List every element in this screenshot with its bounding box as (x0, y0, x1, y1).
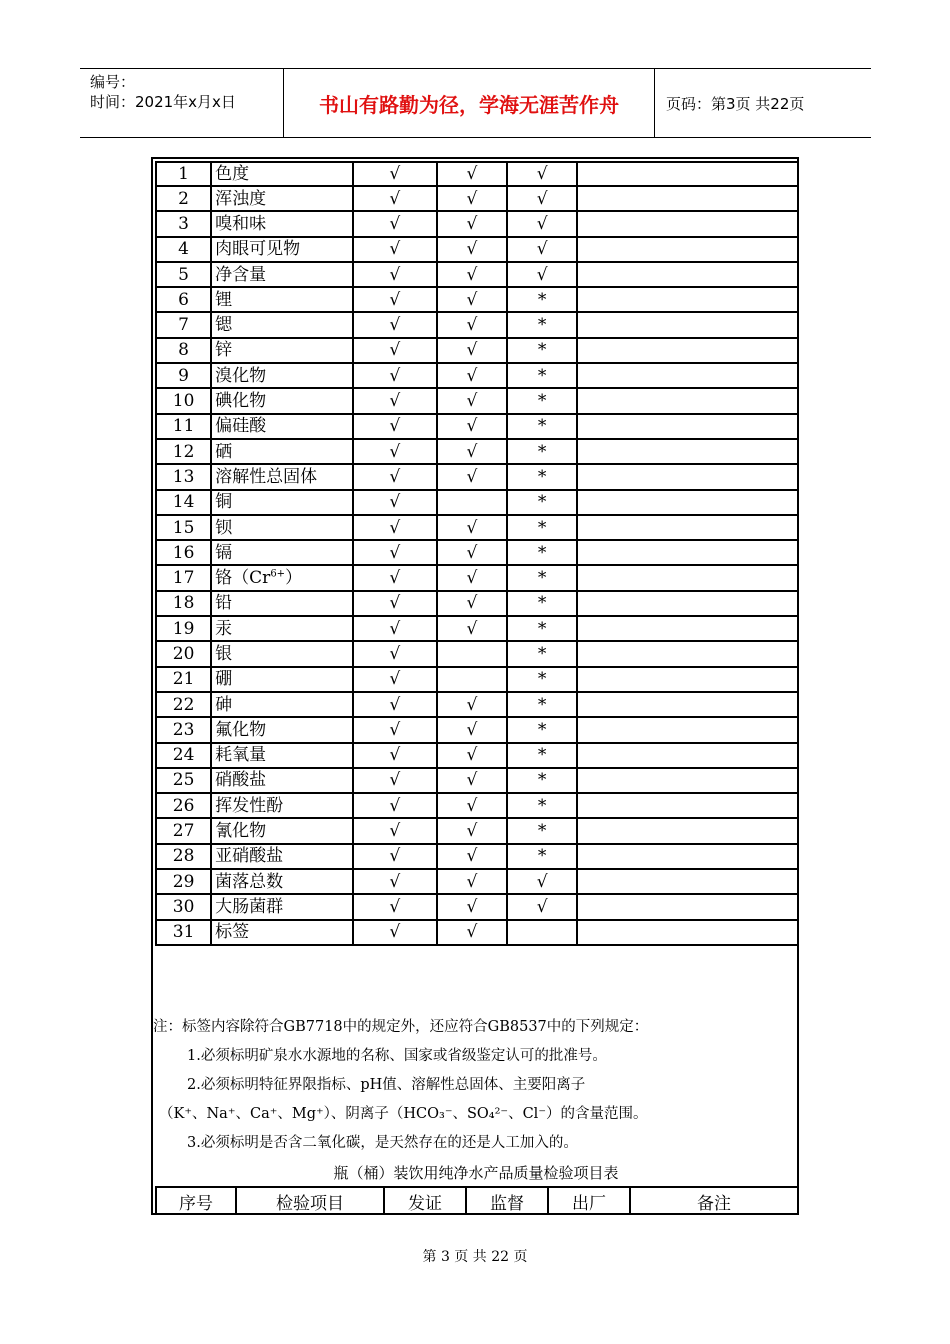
item-name: 银 (212, 642, 353, 667)
check-certification: √ (354, 364, 438, 389)
row-number: 10 (155, 389, 212, 414)
row-number: 9 (155, 364, 212, 389)
row-number: 21 (155, 668, 212, 693)
page-footer: 第 3 页 共 22 页 (422, 1249, 528, 1265)
remark-cell (578, 491, 799, 516)
check-supervision: √ (438, 288, 508, 313)
check-certification: √ (354, 845, 438, 870)
remark-cell (578, 161, 799, 187)
check-certification: √ (354, 566, 438, 591)
check-supervision: √ (438, 895, 508, 920)
item-name: 溶解性总固体 (212, 465, 353, 490)
page-header (80, 68, 871, 138)
table-row (155, 642, 799, 667)
check-certification: √ (354, 718, 438, 743)
check-certification: √ (354, 870, 438, 895)
table-row (155, 161, 799, 187)
row-number: 16 (155, 541, 212, 566)
check-factory: √ (508, 895, 578, 920)
remark-cell (578, 718, 799, 743)
item-name: 钡 (212, 516, 353, 541)
header-info-cell (80, 69, 284, 137)
item-name: 锶 (212, 313, 353, 338)
note-line: 3.必须标明是否含二氧化碳，是天然存在的还是人工加入的。 (187, 1135, 578, 1151)
check-supervision: √ (438, 465, 508, 490)
check-certification: √ (354, 668, 438, 693)
table-row (155, 769, 799, 794)
note-line: 注：标签内容除符合GB7718中的规定外，还应符合GB8537中的下列规定： (153, 1019, 649, 1035)
check-certification: √ (354, 769, 438, 794)
check-factory: * (508, 566, 578, 591)
remark-cell (578, 516, 799, 541)
row-number: 30 (155, 895, 212, 920)
table-row (155, 566, 799, 591)
table-row (155, 364, 799, 389)
remark-cell (578, 263, 799, 288)
row-number: 6 (155, 288, 212, 313)
table-row (155, 339, 799, 364)
item-name-text: 铬（Cr (215, 568, 271, 589)
check-supervision: √ (438, 238, 508, 263)
remark-cell (578, 870, 799, 895)
item-name: 菌落总数 (212, 870, 353, 895)
check-factory: √ (508, 161, 578, 187)
column-header-row (155, 1186, 799, 1214)
check-certification: √ (354, 389, 438, 414)
table-row (155, 718, 799, 743)
check-certification: √ (354, 415, 438, 440)
check-factory: * (508, 313, 578, 338)
remark-cell (578, 921, 799, 946)
check-factory: * (508, 769, 578, 794)
remark-cell (578, 465, 799, 490)
column-header: 监督 (467, 1186, 549, 1214)
remark-cell (578, 389, 799, 414)
row-number: 28 (155, 845, 212, 870)
check-certification: √ (354, 921, 438, 946)
table-row (155, 541, 799, 566)
remark-cell (578, 642, 799, 667)
notes-block (153, 1013, 793, 1158)
check-supervision: √ (438, 187, 508, 212)
table-row (155, 592, 799, 617)
header-motto: 书山有路勤为径，学海无涯苦作舟 (284, 69, 655, 137)
row-number: 20 (155, 642, 212, 667)
table-row (155, 238, 799, 263)
check-factory: * (508, 794, 578, 819)
check-certification: √ (354, 465, 438, 490)
row-number: 24 (155, 744, 212, 769)
check-factory: * (508, 617, 578, 642)
check-supervision: √ (438, 415, 508, 440)
table-row (155, 668, 799, 693)
check-factory: √ (508, 187, 578, 212)
item-name: 碘化物 (212, 389, 353, 414)
check-supervision: √ (438, 794, 508, 819)
check-supervision: √ (438, 313, 508, 338)
table-row (155, 389, 799, 414)
remark-cell (578, 845, 799, 870)
check-supervision: √ (438, 440, 508, 465)
check-supervision: √ (438, 921, 508, 946)
row-number: 8 (155, 339, 212, 364)
row-number: 29 (155, 870, 212, 895)
item-name: 硼 (212, 668, 353, 693)
row-number: 14 (155, 491, 212, 516)
check-certification: √ (354, 541, 438, 566)
remark-cell (578, 895, 799, 920)
time-label: 时间：2021年x月x日 (90, 93, 236, 111)
check-certification: √ (354, 642, 438, 667)
check-supervision: √ (438, 364, 508, 389)
check-certification: √ (354, 617, 438, 642)
check-factory: * (508, 718, 578, 743)
check-factory: * (508, 516, 578, 541)
check-factory: * (508, 415, 578, 440)
row-number: 4 (155, 238, 212, 263)
item-name: 镉 (212, 541, 353, 566)
check-factory: √ (508, 238, 578, 263)
check-certification: √ (354, 161, 438, 187)
item-name: 肉眼可见物 (212, 238, 353, 263)
check-supervision: √ (438, 389, 508, 414)
item-name: 汞 (212, 617, 353, 642)
check-factory: * (508, 364, 578, 389)
check-supervision: √ (438, 819, 508, 844)
remark-cell (578, 617, 799, 642)
check-supervision: √ (438, 718, 508, 743)
check-factory: * (508, 389, 578, 414)
check-factory: * (508, 845, 578, 870)
check-supervision (438, 491, 508, 516)
table-row (155, 263, 799, 288)
number-label: 编号： (90, 73, 136, 91)
table-row (155, 516, 799, 541)
check-factory: √ (508, 212, 578, 237)
check-factory: * (508, 819, 578, 844)
remark-cell (578, 566, 799, 591)
check-factory: * (508, 592, 578, 617)
item-name: 氟化物 (212, 718, 353, 743)
item-name: 亚硝酸盐 (212, 845, 353, 870)
check-supervision: √ (438, 592, 508, 617)
table-row (155, 465, 799, 490)
item-name: 大肠菌群 (212, 895, 353, 920)
remark-cell (578, 288, 799, 313)
item-name: 铅 (212, 592, 353, 617)
row-number: 31 (155, 921, 212, 946)
remark-cell (578, 364, 799, 389)
table-row (155, 491, 799, 516)
check-supervision: √ (438, 161, 508, 187)
check-supervision: √ (438, 769, 508, 794)
item-name: 浑浊度 (212, 187, 353, 212)
table-row (155, 693, 799, 718)
item-name: 挥发性酚 (212, 794, 353, 819)
note-line: （K⁺、Na⁺、Ca⁺、Mg⁺）、阴离子（HCO₃⁻、SO₄²⁻、Cl⁻）的含量范围。 (159, 1106, 648, 1122)
remark-cell (578, 592, 799, 617)
remark-cell (578, 769, 799, 794)
check-factory (508, 921, 578, 946)
check-certification: √ (354, 693, 438, 718)
row-number: 26 (155, 794, 212, 819)
check-factory: √ (508, 870, 578, 895)
check-certification: √ (354, 313, 438, 338)
item-name: 锂 (212, 288, 353, 313)
remark-cell (578, 819, 799, 844)
table-caption: 瓶（桶）装饮用纯净水产品质量检验项目表 (333, 1164, 619, 1182)
check-factory: * (508, 642, 578, 667)
item-name: 耗氧量 (212, 744, 353, 769)
check-supervision: √ (438, 516, 508, 541)
check-certification: √ (354, 592, 438, 617)
item-name: 嗅和味 (212, 212, 353, 237)
remark-cell (578, 541, 799, 566)
check-factory: * (508, 440, 578, 465)
remark-cell (578, 415, 799, 440)
item-name: 砷 (212, 693, 353, 718)
check-supervision: √ (438, 744, 508, 769)
table-row (155, 617, 799, 642)
item-name: 硝酸盐 (212, 769, 353, 794)
table-row (155, 313, 799, 338)
item-name: 硒 (212, 440, 353, 465)
remark-cell (578, 693, 799, 718)
check-supervision: √ (438, 263, 508, 288)
note-line: 1.必须标明矿泉水水源地的名称、国家或省级鉴定认可的批准号。 (187, 1048, 607, 1064)
item-name: 铜 (212, 491, 353, 516)
column-header: 序号 (155, 1186, 237, 1214)
check-certification: √ (354, 794, 438, 819)
table-row (155, 870, 799, 895)
remark-cell (578, 313, 799, 338)
row-number: 23 (155, 718, 212, 743)
row-number: 13 (155, 465, 212, 490)
check-certification: √ (354, 263, 438, 288)
row-number: 19 (155, 617, 212, 642)
remark-cell (578, 212, 799, 237)
item-superscript: 6+ (270, 568, 286, 580)
row-number: 18 (155, 592, 212, 617)
table-row (155, 415, 799, 440)
check-certification: √ (354, 187, 438, 212)
item-name-end: ） (285, 568, 303, 589)
check-factory: * (508, 465, 578, 490)
check-supervision: √ (438, 617, 508, 642)
check-supervision: √ (438, 212, 508, 237)
table-row (155, 744, 799, 769)
table-row (155, 288, 799, 313)
remark-cell (578, 440, 799, 465)
item-name: 氰化物 (212, 819, 353, 844)
row-number: 11 (155, 415, 212, 440)
check-certification: √ (354, 819, 438, 844)
check-supervision (438, 642, 508, 667)
check-certification: √ (354, 744, 438, 769)
check-certification: √ (354, 491, 438, 516)
check-factory: * (508, 744, 578, 769)
check-factory: * (508, 668, 578, 693)
table-row (155, 921, 799, 946)
row-number: 7 (155, 313, 212, 338)
table-row (155, 212, 799, 237)
check-supervision: √ (438, 541, 508, 566)
row-number: 12 (155, 440, 212, 465)
check-factory: * (508, 693, 578, 718)
note-line: 2.必须标明特征界限指标、pH值、溶解性总固体、主要阳离子 (187, 1077, 586, 1093)
row-number: 5 (155, 263, 212, 288)
column-header: 备注 (631, 1186, 799, 1214)
table-row (155, 794, 799, 819)
header-page-label: 页码：第3页 共22页 (666, 94, 805, 113)
table-row (155, 819, 799, 844)
remark-cell (578, 744, 799, 769)
check-certification: √ (354, 288, 438, 313)
check-certification: √ (354, 212, 438, 237)
table-row (155, 845, 799, 870)
remark-cell (578, 238, 799, 263)
item-name: 锌 (212, 339, 353, 364)
item-name (212, 566, 353, 591)
inspection-table (155, 161, 799, 946)
row-number: 27 (155, 819, 212, 844)
table-row (155, 440, 799, 465)
table-row (155, 895, 799, 920)
check-certification: √ (354, 440, 438, 465)
remark-cell (578, 668, 799, 693)
item-name: 净含量 (212, 263, 353, 288)
check-supervision: √ (438, 693, 508, 718)
check-supervision (438, 668, 508, 693)
column-header: 检验项目 (237, 1186, 385, 1214)
check-supervision: √ (438, 339, 508, 364)
check-factory: * (508, 288, 578, 313)
column-header: 发证 (385, 1186, 467, 1214)
remark-cell (578, 339, 799, 364)
row-number: 2 (155, 187, 212, 212)
item-name: 色度 (212, 161, 353, 187)
remark-cell (578, 187, 799, 212)
row-number: 25 (155, 769, 212, 794)
row-number: 1 (155, 161, 212, 187)
check-certification: √ (354, 238, 438, 263)
table-row (155, 187, 799, 212)
column-header: 出厂 (549, 1186, 631, 1214)
check-certification: √ (354, 895, 438, 920)
check-supervision: √ (438, 870, 508, 895)
item-name: 偏硅酸 (212, 415, 353, 440)
check-factory: √ (508, 263, 578, 288)
check-supervision: √ (438, 566, 508, 591)
check-certification: √ (354, 339, 438, 364)
row-number: 15 (155, 516, 212, 541)
item-name: 溴化物 (212, 364, 353, 389)
check-factory: * (508, 491, 578, 516)
item-name: 标签 (212, 921, 353, 946)
check-supervision: √ (438, 845, 508, 870)
check-factory: * (508, 541, 578, 566)
row-number: 22 (155, 693, 212, 718)
check-factory: * (508, 339, 578, 364)
check-certification: √ (354, 516, 438, 541)
row-number: 3 (155, 212, 212, 237)
remark-cell (578, 794, 799, 819)
column-header-table (155, 1186, 799, 1214)
row-number: 17 (155, 566, 212, 591)
